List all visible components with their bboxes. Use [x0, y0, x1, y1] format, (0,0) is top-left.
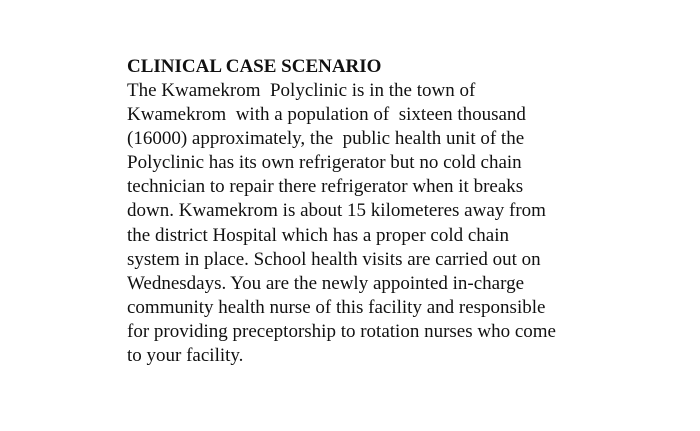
paragraph-line: The Kwamekrom Polyclinic is in the town of [127, 80, 476, 101]
paragraph-line: to your facility. [127, 345, 244, 367]
paragraph-line: the district Hospital which has a proper cold chain [127, 224, 510, 246]
paragraph-line: Kwamekrom with a population of sixteen thousand [127, 104, 526, 126]
case-scenario-document [127, 55, 647, 368]
paragraph-line: (16000) approximately, the public health unit of the [127, 128, 525, 150]
paragraph-line: for providing preceptorship to rotation nurses who come [127, 320, 556, 342]
paragraph-line: community health nurse of this facility and responsible [127, 296, 546, 318]
paragraph-line: Wednesdays. You are the newly appointed in-charge [127, 272, 525, 294]
paragraph-line: technician to repair there refrigerator when it breaks [127, 176, 524, 198]
paragraph-line: down. Kwamekrom is about 15 kilometeres away from [127, 200, 546, 222]
document-title: CLINICAL CASE SCENARIO [127, 56, 382, 77]
paragraph-line: Polyclinic has its own refrigerator but no cold chain [127, 152, 522, 174]
paragraph-line: system in place. School health visits are carried out on [127, 248, 541, 270]
scenario-paragraph [127, 79, 647, 368]
